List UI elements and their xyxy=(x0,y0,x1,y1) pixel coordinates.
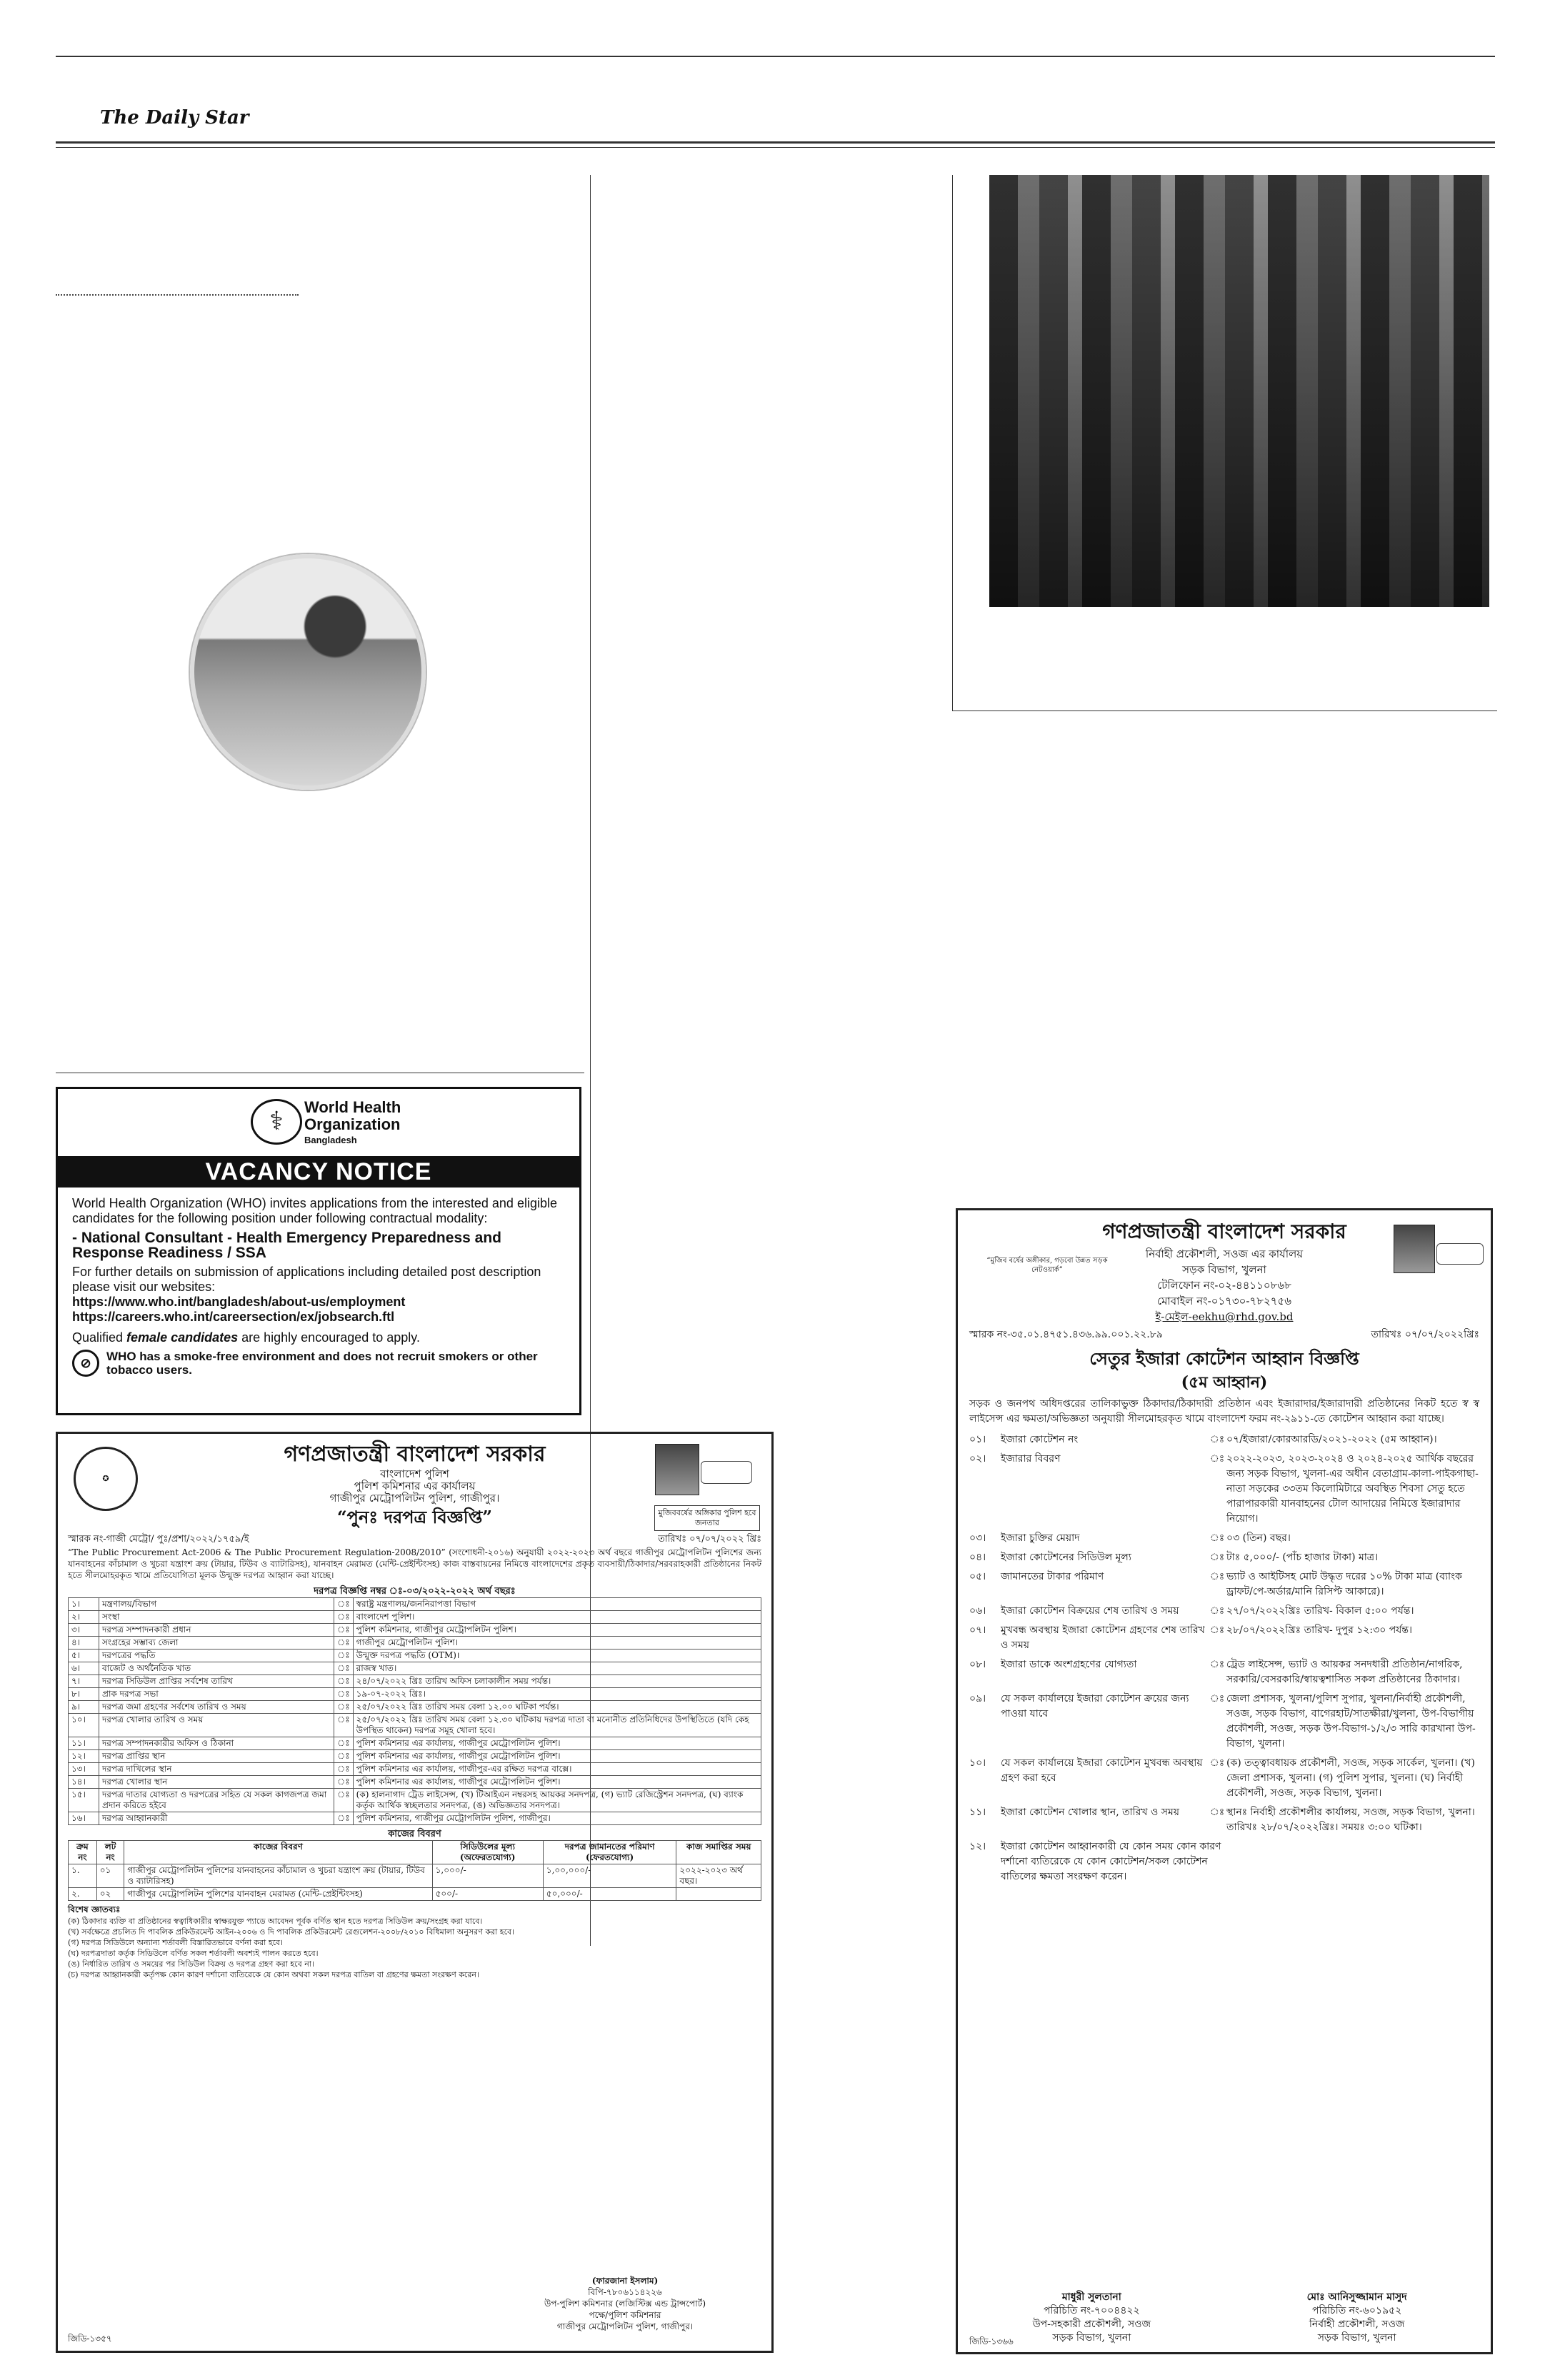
tender-cell: ১। xyxy=(69,1598,99,1611)
rhd-office2: সড়ক বিভাগ, খুলনা xyxy=(1182,1263,1266,1276)
who-country: Bangladesh xyxy=(304,1135,357,1145)
sign-id: বিপি-৭৮০৬১১৪২২৬ xyxy=(588,2287,662,2297)
lease-cell: ০৬। xyxy=(969,1605,986,1617)
riverbank-photo xyxy=(190,554,426,790)
tender-cell: ঃ xyxy=(334,1776,354,1789)
lease-cell: ০৮। xyxy=(969,1659,986,1670)
tender-row xyxy=(69,1812,761,1825)
tender-cell: দরপত্র প্রাপ্তির স্থান xyxy=(99,1750,334,1763)
tender-cell: পুলিশ কমিশনার, গাজীপুর মেট্রোপলিটন পুলিশ, গাজীপুর। xyxy=(353,1812,761,1825)
rhd-phone: টেলিফোন নং-০২-৪৪১১০৮৬৮ xyxy=(1157,1279,1291,1292)
note-item: (চ) দরপত্র আহ্বানকারী কর্তৃপক্ষ কোন কারণ দর্শানো ব্যতিরেকে যে কোন অথবা সকল দরপত্র বাতিল বা গ্রহণের ক্ষমতা সংরক্ষণ করেন। xyxy=(68,1970,479,1979)
note-item: (গ) দরপত্র সিডিউলে অন্যান্য শর্তাবলী বিস্তারিতভাবে বর্ণনা করা হবে। xyxy=(68,1938,284,1947)
sign2-office: সড়ক বিভাগ, খুলনা xyxy=(1317,2332,1396,2344)
lease-cell: জেলা প্রশাসক, খুলনা/পুলিশ সুপার, খুলনা/নির্বাহী প্রকৌশলী, সওজ, সড়ক বিভাগ, বাগেরহাট/সাতক্ষীরা/খুলনা, উপ-বিভাগীয় প্রকৌশলী, সওজ, সড়ক উপ-বিভাগ-১/২/৩ সারি কারখানা উপ-বিভাগ, খুলনা। xyxy=(1226,1693,1476,1749)
sign-title: উপ-পুলিশ কমিশনার (লজিস্টিক্স এন্ড ট্রান্সপোর্ট) xyxy=(544,2299,706,2309)
lease-cell: ইজারা কোটেশনের সিডিউল মূল্য xyxy=(1001,1552,1131,1563)
female-note-post: are highly encouraged to apply. xyxy=(238,1330,420,1345)
police-section-title: দরপত্র বিজ্ঞপ্তি নম্বর ঃ-০৩/২০২২-২০২২ অর্থ বছরঃ xyxy=(314,1586,516,1597)
tender-cell: ২৫/০৭/২০২২ খ্রিঃ তারিখ সময় বেলা ১২.৩০ ঘটিকায় দরপত্র দাতা বা মনোনীত প্রতিনিধিদের উপস্থিতিতে (যদি কেহ উপস্থিত থাকেন) দরপত্র সমূহ খোলা হবে। xyxy=(353,1714,761,1737)
lease-cell: ঃ xyxy=(1209,1532,1225,1544)
who-url-2[interactable]: https://careers.who.int/careersection/ex/jobsearch.ftl xyxy=(72,1310,395,1324)
lease-row xyxy=(969,1452,1479,1527)
lease-cell: ১০। xyxy=(969,1757,986,1769)
note-item: (ঙ) নির্ধারিত তারিখ ও সময়ের পর সিডিউল বিক্রয় ও দরপত্র গ্রহণ করা হবে না। xyxy=(68,1959,314,1969)
lease-cell: ঃ xyxy=(1209,1552,1225,1563)
rhd-memo: স্মারক নং-৩৫.০১.৪৭৫১.৪৩৬.৯৯.০০১.২২.৮৯ xyxy=(969,1329,1163,1340)
sign2-title: নির্বাহী প্রকৌশলী, সওজ xyxy=(1309,2319,1405,2330)
lease-cell: ০৩ (তিন) বছর। xyxy=(1226,1532,1291,1544)
tender-row xyxy=(69,1789,761,1812)
lease-row xyxy=(969,1692,1479,1752)
tender-row xyxy=(69,1763,761,1776)
top-rule xyxy=(56,56,1495,57)
tender-cell: প্রাক দরপত্র সভা xyxy=(99,1688,334,1701)
tender-cell: পুলিশ কমিশনার এর কার্যালয়, গাজীপুর-এর রক্ষিত দরপত্র বাক্সে। xyxy=(353,1763,761,1776)
tender-cell: দরপত্র সিডিউল প্রাপ্তির সর্বশেষ তারিখ xyxy=(99,1675,334,1688)
smoke-text: WHO has a smoke-free environment and does not recruit smokers or other tobacco users. xyxy=(106,1350,538,1377)
lease-row xyxy=(969,1604,1479,1619)
tender-cell: ৭। xyxy=(69,1675,99,1688)
lease-cell: মুখবন্ধ অবস্থায় ইজারা কোটেশন গ্রহণের শেষ তারিখ ও সময় xyxy=(1001,1625,1205,1651)
tender-cell: ২৪/০৭/২০২২ খ্রিঃ তারিখ অফিস চলাকালীন সময় পর্যন্ত। xyxy=(353,1675,761,1688)
lease-row xyxy=(969,1657,1479,1687)
work-head-cell: ক্রম নং xyxy=(69,1841,97,1864)
tender-cell: ঃ xyxy=(334,1637,354,1650)
rhd-rows xyxy=(969,1432,1479,1884)
rhd-quote: “মুজিব বর্ষের অঙ্গীকার, গড়বো উন্নত সড়ক নেটওয়ার্ক” xyxy=(986,1257,1108,1274)
sign1-office: সড়ক বিভাগ, খুলনা xyxy=(1052,2332,1131,2344)
lease-row xyxy=(969,1756,1479,1801)
mujib-logo xyxy=(701,1461,752,1484)
tender-cell: ঃ xyxy=(334,1701,354,1714)
lease-cell: ঃ xyxy=(1209,1453,1225,1465)
tender-cell: ঃ xyxy=(334,1714,354,1737)
lease-row xyxy=(969,1623,1479,1653)
lease-cell: ঃ xyxy=(1209,1659,1225,1670)
lease-cell: ইজারা ডাকে অংশগ্রহণের যোগ্যতা xyxy=(1001,1659,1137,1670)
tender-cell: ৩। xyxy=(69,1624,99,1637)
rhd-date: তারিখঃ ০৭/০৭/২০২২খ্রিঃ xyxy=(1371,1329,1479,1340)
tender-cell: ১৫। xyxy=(69,1789,99,1812)
tender-cell: ঃ xyxy=(334,1737,354,1750)
police-sub3: গাজীপুর মেট্রোপলিটন পুলিশ, গাজীপুর। xyxy=(329,1492,500,1505)
police-sub2: পুলিশ কমিশনার এর কার্যালয় xyxy=(354,1480,476,1492)
who-position: - National Consultant - Health Emergency Preparedness and Response Readiness / SSA xyxy=(72,1230,501,1261)
lease-cell: ০৯। xyxy=(969,1693,986,1704)
tender-row xyxy=(69,1598,761,1611)
lease-cell: ২৭/০৭/২০২২খ্রিঃ তারিখ- বিকাল ৫:০০ পর্যন্ত। xyxy=(1226,1605,1414,1617)
tender-cell: ঃ xyxy=(334,1662,354,1675)
lease-cell: ০৫। xyxy=(969,1571,986,1582)
work-head-row xyxy=(69,1841,761,1864)
notes-title: বিশেষ জ্ঞাতব্যঃ xyxy=(68,1904,121,1914)
tender-cell: স্বরাষ্ট্র মন্ত্রণালয়/জননিরাপত্তা বিভাগ xyxy=(353,1598,761,1611)
lease-cell xyxy=(1249,1839,1479,1884)
tender-cell: পুলিশ কমিশনার, গাজীপুর মেট্রোপলিটন পুলিশ। xyxy=(353,1624,761,1637)
tender-cell: ১০। xyxy=(69,1714,99,1737)
tender-cell: ঃ xyxy=(334,1688,354,1701)
work-cell: ২০২২-২০২৩ অর্থ বছর। xyxy=(676,1864,761,1888)
tender-row xyxy=(69,1750,761,1763)
work-cell: ৫০০/- xyxy=(432,1888,543,1901)
tender-row xyxy=(69,1637,761,1650)
police-code: জিডি-১৩৫৭ xyxy=(68,2334,112,2344)
work-cell: ২. xyxy=(69,1888,97,1901)
work-cell: গাজীপুর মেট্রোপলিটন পুলিশের যানবাহন মেরামত (মেন্টি-প্রেইন্টিংসহ) xyxy=(124,1888,432,1901)
note-item: (ক) ঠিকাদার ব্যক্তি বা প্রতিষ্ঠানের স্বত্বাধিকারীর স্বাক্ষরযুক্ত প্যাডে আবেদন পূর্বক বর্ণিত স্থান হতে দরপত্র সিডিউল ক্রয়/সংগ্রহ করা যাবে। xyxy=(68,1917,483,1926)
rhd-intro: সড়ক ও জনপথ অধিদপ্তরের তালিকাভুক্ত ঠিকাদার/ঠিকাদারী প্রতিষ্ঠান এবং ইজারাদার/ইজারাদারী প্রতিষ্ঠানের নিকট হতে স্ব স্ব লাইসেন্স এর ক্ষমতা/অভিজ্ঞতা অনুযায়ী সীলমোহরকৃত খামে বাংলাদেশ ফরম নং-২৯১১-তে কোটেশন আহ্বান করা যাচ্ছে। xyxy=(969,1398,1479,1425)
note-item: (ঘ) দরপত্রদাতা কর্তৃক সিডিউলে বর্ণিত সকল শর্তাবলী অবশ্যই পালন করতে হবে। xyxy=(68,1949,319,1958)
tender-cell: ঃ xyxy=(334,1675,354,1688)
lease-cell: ০৭। xyxy=(969,1625,986,1636)
tender-cell: দরপত্র খোলার তারিখ ও সময় xyxy=(99,1714,334,1737)
who-intro: World Health Organization (WHO) invites applications from the interested and eligible candidates for the following position under following contractual modality: xyxy=(72,1196,557,1225)
lease-cell: ১২। xyxy=(969,1841,986,1852)
tender-cell: ৫। xyxy=(69,1650,99,1662)
lease-cell: ঃ xyxy=(1209,1571,1225,1582)
lease-row xyxy=(969,1570,1479,1600)
tender-cell: ১৯-০৭-২০২২ খ্রিঃ। xyxy=(353,1688,761,1701)
sign2-id: পরিচিতি নং-৬০১৯৫২ xyxy=(1311,2305,1402,2316)
lease-cell: ১১। xyxy=(969,1807,986,1818)
lease-cell: ইজারা চুক্তির মেয়াদ xyxy=(1001,1532,1080,1544)
lease-cell: ঃ xyxy=(1209,1605,1225,1617)
work-head-cell: দরপত্র জামানতের পরিমাণ (ফেরতযোগ্য) xyxy=(543,1841,676,1864)
tender-cell: দরপত্রের পদ্ধতি xyxy=(99,1650,334,1662)
lease-cell: ইজারার বিবরণ xyxy=(1001,1453,1061,1465)
lease-cell: ইজারা কোটেশন বিক্রয়ের শেষ তারিখ ও সময় xyxy=(1001,1605,1179,1617)
dotted-separator xyxy=(56,294,299,296)
lease-cell: যে সকল কার্যালয়ে ইজারা কোটেশন মুখবন্ধ অবস্থায় গ্রহণ করা হবে xyxy=(1001,1757,1203,1784)
notes-list xyxy=(68,1916,761,1980)
lease-cell: স্থানঃ নির্বাহী প্রকৌশলীর কার্যালয়, সওজ, সড়ক বিভাগ, খুলনা। তারিখঃ ২৮/০৭/২০২২খ্রিঃ। সময়ঃ ৩:০০ ঘটিকা। xyxy=(1226,1807,1475,1833)
work-cell: ০২ xyxy=(96,1888,124,1901)
work-row xyxy=(69,1864,761,1888)
work-title: কাজের বিবরণ xyxy=(388,1829,441,1839)
tender-cell: ৮। xyxy=(69,1688,99,1701)
tender-cell: সংগ্রহের সম্ভাব্য জেলা xyxy=(99,1637,334,1650)
lease-cell: জামানতের টাকার পরিমাণ xyxy=(1001,1571,1104,1582)
tender-row xyxy=(69,1688,761,1701)
work-row xyxy=(69,1888,761,1901)
lease-cell: ০৪। xyxy=(969,1552,986,1563)
lease-row xyxy=(969,1839,1479,1884)
police-date: তারিখঃ ০৭/০৭/২০২২ খ্রিঃ xyxy=(658,1534,761,1545)
tender-cell: গাজীপুর মেট্রোপলিটন পুলিশ। xyxy=(353,1637,761,1650)
lease-cell: ০৭/ইজারা/কোরআরডি/২০২১-২০২২ (৫ম আহ্বান)। xyxy=(1226,1434,1437,1445)
portrait-image xyxy=(655,1444,699,1495)
police-seal-icon: ✪ xyxy=(74,1447,138,1511)
work-cell: ১. xyxy=(69,1864,97,1888)
rhd-office1: নির্বাহী প্রকৌশলী, সওজ এর কার্যালয় xyxy=(1145,1247,1304,1260)
female-note-pre: Qualified xyxy=(72,1330,127,1345)
work-cell: ১,০০,০০০/- xyxy=(543,1864,676,1888)
work-head-cell: কাজ সমাপ্তির সময় xyxy=(676,1841,761,1864)
tender-cell: ঃ xyxy=(334,1624,354,1637)
tender-cell: ঃ xyxy=(334,1789,354,1812)
police-header: গণপ্রজাতন্ত্রী বাংলাদেশ সরকার xyxy=(284,1442,546,1467)
tender-cell: সংস্থা xyxy=(99,1611,334,1624)
rhd-header: গণপ্রজাতন্ত্রী বাংলাদেশ সরকার xyxy=(1102,1220,1346,1243)
lease-cell: ঃ xyxy=(1209,1625,1225,1636)
lease-cell: ট্রেড লাইসেন্স, ভ্যাট ও আয়কর সনদধারী প্রতিষ্ঠান/নাগরিক, সরকারি/বেসরকারি/স্বায়ত্বশাসিত সকল প্রতিষ্ঠানের ঠিকাদার। xyxy=(1226,1659,1463,1685)
lease-cell: ইজারা কোটেশন খোলার স্থান, তারিখ ও সময় xyxy=(1001,1807,1180,1818)
tender-cell: মন্ত্রণালয়/বিভাগ xyxy=(99,1598,334,1611)
no-smoking-icon: ⊘ xyxy=(72,1350,99,1377)
tender-cell: ঃ xyxy=(334,1598,354,1611)
tender-cell: দরপত্র দাখিলের স্থান xyxy=(99,1763,334,1776)
rhd-title2: (৫ম আহ্বান) xyxy=(1181,1373,1268,1392)
who-org-line2: Organization xyxy=(304,1115,401,1133)
police-title: “পুনঃ দরপত্র বিজ্ঞপ্তি” xyxy=(336,1507,493,1527)
tender-cell: ১৩। xyxy=(69,1763,99,1776)
tender-cell: ঃ xyxy=(334,1650,354,1662)
lease-cell: ০২। xyxy=(969,1453,986,1465)
work-cell: ১,০০০/- xyxy=(432,1864,543,1888)
police-tender-ad xyxy=(56,1432,774,2353)
tender-cell: রাজস্ব খাত। xyxy=(353,1662,761,1675)
police-tender-table xyxy=(68,1597,761,1825)
tender-cell: উন্মুক্ত দরপত্র পদ্ধতি (OTM)। xyxy=(353,1650,761,1662)
tender-cell: ৬। xyxy=(69,1662,99,1675)
masthead-rule xyxy=(56,141,1495,144)
lease-cell: ইজারা কোটেশন আহ্বানকারী যে কোন সময় কোন কারণ দর্শানো ব্যতিরেকে যে কোন কোটেশন/সকল কোটেশন বাতিলের ক্ষমতা সংরক্ষণ করেন। xyxy=(1001,1841,1221,1882)
who-details: For further details on submission of applications including detailed post description please visit our websites: xyxy=(72,1265,541,1294)
tender-cell: বাংলাদেশ পুলিশ। xyxy=(353,1611,761,1624)
tender-cell: ২। xyxy=(69,1611,99,1624)
tender-cell: ১৪। xyxy=(69,1776,99,1789)
tender-row xyxy=(69,1675,761,1688)
work-head-cell: কাজের বিবরণ xyxy=(124,1841,432,1864)
vacancy-banner: VACANCY NOTICE xyxy=(58,1156,579,1188)
note-item: (খ) সর্বক্ষেত্রে প্রচলিত দি পাবলিক প্রকিউরমেন্ট আইন-২০০৬ ও দি পাবলিক প্রকিউরমেন্ট রেগুলেশন-২০০৮/২০১০ বিধিমালা অনুসরণ করা হবে। xyxy=(68,1927,515,1937)
police-sub1: বাংলাদেশ পুলিশ xyxy=(380,1467,449,1480)
tender-cell: ঃ xyxy=(334,1763,354,1776)
tender-cell: বাজেট ও অর্থনৈতিক খাত xyxy=(99,1662,334,1675)
tender-row xyxy=(69,1662,761,1675)
mujib-logo-rhd xyxy=(1436,1243,1484,1265)
tender-cell: দরপত্র সম্পাদনকারীর অফিস ও ঠিকানা xyxy=(99,1737,334,1750)
lease-cell: ঃ xyxy=(1209,1434,1225,1445)
tender-cell: দরপত্র আহ্বানকারী xyxy=(99,1812,334,1825)
tender-row xyxy=(69,1737,761,1750)
sign2-name: মোঃ আনিসুজ্জামান মাসুদ xyxy=(1306,2291,1407,2303)
tender-cell: দরপত্র খোলার স্থান xyxy=(99,1776,334,1789)
tender-row xyxy=(69,1701,761,1714)
lease-cell: ২০২২-২০২৩, ২০২৩-২০২৪ ও ২০২৪-২০২৫ আর্থিক বছরের জন্য সড়ক বিভাগ, খুলনা-এর অধীন বেতাগ্রাম-কালা-পাইকগাছা-নাতা সড়কের ৩৩তম কিলোমিটারে অবস্থিত শিবসা সেতু হতে পারাপারকারী যানবাহনের টোল আদায়ের নিমিত্তে ইজারাদার নিয়োগ। xyxy=(1226,1453,1479,1525)
tender-cell: ঃ xyxy=(334,1750,354,1763)
sign1-id: পরিচিতি নং-৭০০৪৪২২ xyxy=(1044,2305,1140,2316)
market-crowd-photo xyxy=(989,175,1489,607)
tender-cell: দরপত্র সম্পাদনকারী প্রধান xyxy=(99,1624,334,1637)
who-emblem-icon: ⚕ xyxy=(251,1099,302,1145)
rhd-code: জিডি-১৩৬৬ xyxy=(969,2336,1014,2346)
tender-cell: পুলিশ কমিশনার এর কার্যালয়, গাজীপুর মেট্রোপলিটন পুলিশ। xyxy=(353,1776,761,1789)
who-org-name xyxy=(304,1099,401,1133)
tender-cell: পুলিশ কমিশনার এর কার্যালয়, গাজীপুর মেট্রোপলিটন পুলিশ। xyxy=(353,1737,761,1750)
rhd-title1: সেতুর ইজারা কোটেশন আহ্বান বিজ্ঞপ্তি xyxy=(1089,1348,1359,1369)
tender-cell: ৯। xyxy=(69,1701,99,1714)
police-side-box: মুজিববর্ষের অঙ্গিকার পুলিশ হবে জনতার xyxy=(654,1505,760,1531)
tender-cell: ৪। xyxy=(69,1637,99,1650)
who-vacancy-ad xyxy=(56,1087,581,1415)
lease-cell: ঃ xyxy=(1209,1693,1225,1704)
tender-cell: ১৬। xyxy=(69,1812,99,1825)
tender-cell: (ক) হালনাগাদ ট্রেড লাইসেন্স, (খ) টিআইএন নম্বরসহ আয়কর সনদপত্র, (গ) ভ্যাট রেজিস্ট্রেশন সনদপত্র, (ঘ) ব্যাংক কর্তৃক আর্থিক স্বচ্ছলতার সনদপত্র, (ঙ) অভিজ্ঞতার সনদপত্র। xyxy=(353,1789,761,1812)
masthead-rule-2 xyxy=(56,147,1495,148)
rhd-mobile: মোবাইল নং-০১৭৩০-৭৮২৭৫৬ xyxy=(1157,1295,1291,1307)
tender-row xyxy=(69,1650,761,1662)
lease-cell: যে সকল কার্যালয়ে ইজারা কোটেশন ক্রয়ের জন্য পাওয়া যাবে xyxy=(1001,1693,1189,1719)
sign1-title: উপ-সহকারী প্রকৌশলী, সওজ xyxy=(1032,2319,1151,2330)
rhd-lease-ad xyxy=(956,1208,1493,2354)
who-org-line1: World Health xyxy=(304,1098,401,1116)
tender-cell: দরপত্র দাতার যোগ্যতা ও দরপত্রের সহিত যে সকল কাগজপত্র জমা প্রদান করিতে হইবে xyxy=(99,1789,334,1812)
work-head-cell: সিডিউলের মূল্য (অফেরতযোগ্য) xyxy=(432,1841,543,1864)
lease-cell xyxy=(1231,1839,1249,1884)
work-cell: ০১ xyxy=(96,1864,124,1888)
lease-cell: ২৮/০৭/২০২২খ্রিঃ তারিখ- দুপুর ১২:৩০ পর্যন্ত। xyxy=(1226,1625,1413,1636)
who-female-note xyxy=(72,1330,569,1345)
police-memo: স্মারক নং-গাজী মেট্রো/ পুঃ/প্রশা/২০২২/১৭৫৯/ই xyxy=(68,1534,249,1545)
tender-cell: ১১। xyxy=(69,1737,99,1750)
tender-row xyxy=(69,1611,761,1624)
lease-row xyxy=(969,1805,1479,1835)
work-cell: গাজীপুর মেট্রোপলিটন পুলিশের যানবাহনের কাঁচামাল ও খুচরা যন্ত্রাংশ ক্রয় (টায়ার, টিউব ও ব্যাটারিসহ) xyxy=(124,1864,432,1888)
who-smoke-notice xyxy=(72,1350,569,1377)
rhd-sign-2 xyxy=(1234,2291,1479,2345)
tender-cell: ১২। xyxy=(69,1750,99,1763)
lease-cell: ০৩। xyxy=(969,1532,986,1544)
lease-cell: ০১। xyxy=(969,1434,986,1445)
lease-cell: ভ্যাট ও আইটিসহ মোট উদ্ধৃত দরের ১০% টাকা মাত্র (ব্যাংক ড্রাফট/পে-অর্ডার/মানি রিসিপ্ট আকারে)। xyxy=(1226,1571,1462,1597)
who-url-1[interactable]: https://www.who.int/bangladesh/about-us/employment xyxy=(72,1295,406,1309)
rhd-signatures xyxy=(969,2291,1479,2345)
tender-cell: পুলিশ কমিশনার এর কার্যালয়, গাজীপুর মেট্রোপলিটন পুলিশ। xyxy=(353,1750,761,1763)
lease-cell: ইজারা কোটেশন নং xyxy=(1001,1434,1079,1445)
female-note-emphasis: female candidates xyxy=(126,1330,239,1345)
tender-row xyxy=(69,1714,761,1737)
lease-row xyxy=(969,1531,1479,1546)
tender-row xyxy=(69,1624,761,1637)
tender-cell: ২৫/০৭/২০২২ খ্রিঃ তারিখ সময় বেলা ১২.০০ ঘটিকা পর্যন্ত। xyxy=(353,1701,761,1714)
tender-cell: দরপত্র জমা গ্রহণের সর্বশেষ তারিখ ও সময় xyxy=(99,1701,334,1714)
police-intro: “The Public Procurement Act-2006 & The Public Procurement Regulation-2008/2010” (সংশোধনী-২০১৬) অনুযায়ী ২০২২-২০২৩ অর্থ বছরে গাজীপুর মেট্রোপলিটন পুলিশের জন্য যানবাহনের কাঁচামাল ও খুচরা যন্ত্রাংশ ক্রয় (টায়ার, টিউব ও ব্যাটারিসহ), যানবাহন মেরামত (মেন্টি-প্রেইন্টিংসহ) কাজ বাস্তবায়নের নিমিত্তে বাংলাদেশের প্রকৃত ব্যবসায়ী/ঠিকাদার/সরবরাহকারী প্রতিষ্ঠানের নিকট হতে সীলমোহরকৃত খামে প্রতিযোগিতা মূলক উন্মুক্ত দরপত্র আহ্বান করা যাচ্ছে। xyxy=(68,1547,761,1580)
lease-cell: টাঃ ৫,০০০/- (পাঁচ হাজার টাকা) মাত্র। xyxy=(1226,1552,1379,1563)
work-cell xyxy=(676,1888,761,1901)
rhd-email[interactable]: ই-মেইল-eekhu@rhd.gov.bd xyxy=(1155,1310,1294,1323)
lease-row xyxy=(969,1432,1479,1447)
sign1-name: মাধুরী সুলতানা xyxy=(1061,2291,1121,2303)
tender-cell: ঃ xyxy=(334,1611,354,1624)
lease-cell: (ক) তত্ত্বাবধায়ক প্রকৌশলী, সওজ, সড়ক সার্কেল, খুলনা। (খ) জেলা প্রশাসক, খুলনা। (গ) পুলিশ সুপার, খুলনা। (ঘ) নির্বাহী প্রকৌশলী, সওজ, সড়ক বিভাগ, খুলনা। xyxy=(1226,1757,1476,1799)
portrait-image-rhd xyxy=(1394,1225,1435,1273)
police-signature xyxy=(507,2275,743,2332)
lease-cell: ঃ xyxy=(1209,1807,1225,1818)
sign-office: গাজীপুর মেট্রোপলিটন পুলিশ, গাজীপুর। xyxy=(556,2321,694,2331)
work-cell: ৫০,০০০/- xyxy=(543,1888,676,1901)
tender-row xyxy=(69,1776,761,1789)
sign-name: (ফারজানা ইসলাম) xyxy=(591,2276,659,2286)
work-head-cell: লট নং xyxy=(96,1841,124,1864)
lease-row xyxy=(969,1550,1479,1565)
sign-for: পক্ষে/পুলিশ কমিশনার xyxy=(589,2310,661,2320)
work-table xyxy=(68,1840,761,1901)
tender-cell: ঃ xyxy=(334,1812,354,1825)
lease-cell: ঃ xyxy=(1209,1757,1225,1769)
masthead-logo: The Daily Star xyxy=(100,107,249,129)
